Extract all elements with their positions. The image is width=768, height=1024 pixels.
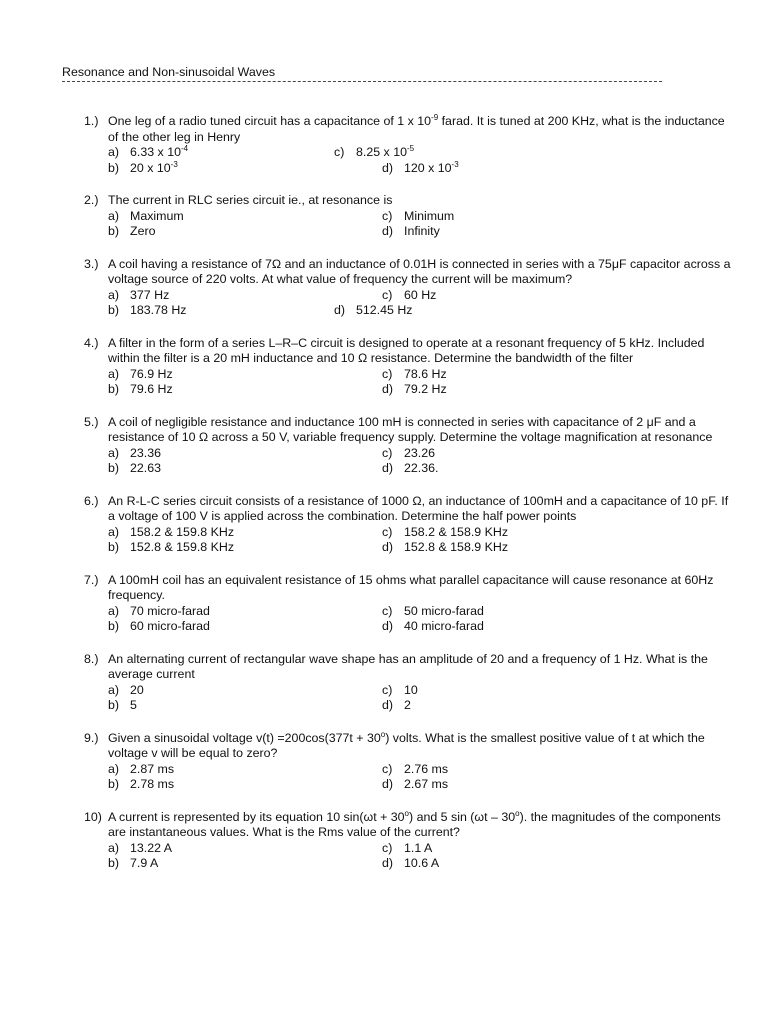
option-row xyxy=(108,698,734,714)
answer-option xyxy=(382,540,508,556)
option-label: d) xyxy=(382,856,394,870)
option-value: 2.76 ms xyxy=(404,761,449,776)
option-value: 2 xyxy=(404,698,411,712)
answer-option xyxy=(108,288,169,304)
answer-option xyxy=(108,382,173,398)
answer-option xyxy=(382,604,484,620)
option-label: b) xyxy=(108,540,120,554)
option-label: c) xyxy=(382,366,393,381)
option-row xyxy=(108,209,734,225)
option-label: d) xyxy=(382,619,394,633)
option-value: 70 micro-farad xyxy=(130,603,210,618)
option-value: 158.2 & 158.9 KHz xyxy=(404,524,509,539)
option-label: c) xyxy=(382,840,393,855)
question-row xyxy=(84,573,734,604)
question-row xyxy=(84,257,734,288)
answer-option xyxy=(334,303,412,319)
answer-option xyxy=(108,604,210,620)
answer-option xyxy=(382,367,447,383)
option-label: b) xyxy=(108,160,120,175)
option-value: Minimum xyxy=(404,208,455,223)
option-value: 2.78 ms xyxy=(130,777,175,791)
option-value: 10 xyxy=(404,682,418,697)
question-row xyxy=(84,193,734,209)
question-row xyxy=(84,114,734,145)
option-label: c) xyxy=(382,445,393,460)
question-row xyxy=(84,810,734,841)
option-label: a) xyxy=(108,287,120,302)
option-row xyxy=(108,841,734,857)
question-text: A coil having a resistance of 7Ω and an inductance of 0.01H is connected in series with a 75μF capacitor across a voltage source of 220 volts. At what value of frequency the current will be maximum? xyxy=(108,256,731,286)
option-value: 20 x $10^{-3}$ xyxy=(130,159,178,175)
question-text: A current is represented by its equation 10 $\sin(\omega t + 30^o)$ and 5 sin (ωt – 30$^o$). the magnitudes of the components are instantaneous values. What is the Rms value of the current? xyxy=(108,808,721,839)
option-row xyxy=(108,683,734,699)
option-row xyxy=(108,145,734,161)
question-list xyxy=(84,114,734,889)
answer-option xyxy=(108,619,210,635)
answer-option xyxy=(108,698,137,714)
answer-option xyxy=(108,303,186,319)
option-label: c) xyxy=(382,287,393,302)
question-number: 5.) xyxy=(84,414,99,429)
answer-option xyxy=(382,762,448,778)
answer-option xyxy=(382,288,436,304)
option-value: 120 x $10^{-3}$ xyxy=(404,159,459,175)
option-value: 23.26 xyxy=(404,445,436,460)
document-title: Resonance and Non-sinusoidal Waves xyxy=(62,65,276,79)
option-label: a) xyxy=(108,524,120,539)
answer-option xyxy=(382,841,432,857)
option-value: 79.2 Hz xyxy=(404,382,447,396)
option-label: a) xyxy=(108,445,120,460)
option-label: a) xyxy=(108,366,120,381)
option-label: c) xyxy=(382,603,393,618)
option-label: d) xyxy=(382,382,394,396)
option-row xyxy=(108,367,734,383)
question-number: 7.) xyxy=(84,572,99,587)
option-value: 50 micro-farad xyxy=(404,603,484,618)
option-label: b) xyxy=(108,856,120,870)
option-label: b) xyxy=(108,382,120,396)
answer-option xyxy=(108,367,173,383)
answer-option xyxy=(108,224,155,240)
question-item xyxy=(84,336,734,398)
option-label: c) xyxy=(382,682,393,697)
option-row xyxy=(108,540,734,556)
option-row xyxy=(108,382,734,398)
option-value: 60 Hz xyxy=(404,287,437,302)
option-row xyxy=(108,777,734,793)
option-label: d) xyxy=(382,777,394,791)
question-item xyxy=(84,494,734,556)
option-value: 2.87 ms xyxy=(130,761,175,776)
option-value: 60 micro-farad xyxy=(130,619,210,633)
question-text: An R-L-C series circuit consists of a resistance of 1000 Ω, an inductance of 100mH and a capacitance of 10 pF. If a voltage of 100 V is applied across the combination. Determine the half power points xyxy=(108,493,729,523)
question-number: 4.) xyxy=(84,335,99,350)
option-label: c) xyxy=(382,761,393,776)
question-text: A coil of negligible resistance and inductance 100 mH is connected in series with capacitance of 2 μF and a resistance of 10 Ω across a 50 V, variable frequency supply. Determine the voltage magnification at resonance xyxy=(108,414,713,444)
answer-option xyxy=(382,209,454,225)
question-text: A filter in the form of a series L–R–C circuit is designed to operate at a resonant frequency of 5 kHz. Included within the filter is a 20 mH inductance and 10 Ω resistance. Determine the bandwidth of the filter xyxy=(108,335,705,365)
question-number: 8.) xyxy=(84,651,99,666)
answer-option xyxy=(108,145,188,161)
option-label: a) xyxy=(108,603,120,618)
option-value: 183.78 Hz xyxy=(130,303,187,317)
option-label: c) xyxy=(382,524,393,539)
question-item xyxy=(84,652,734,714)
option-value: 22.36. xyxy=(404,461,439,475)
option-row xyxy=(108,303,734,319)
question-text: The current in RLC series circuit ie., at resonance is xyxy=(108,193,393,207)
option-label: d) xyxy=(382,160,394,175)
option-label: a) xyxy=(108,840,120,855)
option-label: d) xyxy=(382,698,394,712)
option-value: 1.1 A xyxy=(404,840,433,855)
answer-option xyxy=(334,145,414,161)
option-label: b) xyxy=(108,619,120,633)
answer-option xyxy=(382,224,440,240)
option-value: 76.9 Hz xyxy=(130,366,173,381)
option-value: 22.63 xyxy=(130,461,162,475)
answer-option xyxy=(382,683,418,699)
option-label: b) xyxy=(108,303,120,317)
option-row xyxy=(108,288,734,304)
option-value: 2.67 ms xyxy=(404,777,449,791)
option-value: 6.33 x $10^{-4}$ xyxy=(130,144,189,159)
option-value: 78.6 Hz xyxy=(404,366,447,381)
option-value: 20 xyxy=(130,682,144,697)
option-row xyxy=(108,224,734,240)
option-value: Zero xyxy=(130,224,156,238)
option-value: 152.8 & 158.9 KHz xyxy=(404,540,509,554)
option-row xyxy=(108,604,734,620)
option-value: 79.6 Hz xyxy=(130,382,173,396)
answer-option xyxy=(382,619,484,635)
option-label: a) xyxy=(108,208,120,223)
question-text: A 100mH coil has an equivalent resistance of 15 ohms what parallel capacitance will cause resonance at 60Hz frequency. xyxy=(108,572,714,602)
answer-option xyxy=(382,698,411,714)
option-value: 23.36 xyxy=(130,445,162,460)
answer-option xyxy=(382,161,459,177)
question-text: An alternating current of rectangular wave shape has an amplitude of 20 and a frequency of 1 Hz. What is the average current xyxy=(108,651,708,681)
option-label: d) xyxy=(382,224,394,238)
answer-option xyxy=(108,841,172,857)
question-number: 9.) xyxy=(84,730,99,745)
question-number: 2.) xyxy=(84,193,99,207)
answer-option xyxy=(108,762,174,778)
question-row xyxy=(84,731,734,762)
question-number: 3.) xyxy=(84,256,99,271)
question-row xyxy=(84,494,734,525)
option-value: Maximum xyxy=(130,208,184,223)
question-item xyxy=(84,731,734,793)
option-label: c) xyxy=(334,145,345,159)
option-value: 8.25 x $10^{-5}$ xyxy=(356,144,415,159)
option-label: b) xyxy=(108,224,120,238)
question-item xyxy=(84,114,734,176)
answer-option xyxy=(108,540,234,556)
answer-option xyxy=(382,856,439,872)
answer-option xyxy=(108,683,144,699)
question-number: 1.) xyxy=(84,114,99,128)
option-row xyxy=(108,856,734,872)
option-label: d) xyxy=(382,540,394,554)
option-label: d) xyxy=(382,461,394,475)
answer-option xyxy=(382,777,448,793)
option-value: 40 micro-farad xyxy=(404,619,484,633)
answer-option xyxy=(108,209,184,225)
option-label: b) xyxy=(108,698,120,712)
question-text: Given a sinusoidal voltage $v(t) =200\cos(377t + 30^o)$ volts. What is the smallest positive value of t at which the voltage v will be equal to zero? xyxy=(108,729,705,760)
question-row xyxy=(84,336,734,367)
option-value: 5 xyxy=(130,698,137,712)
option-label: a) xyxy=(108,682,120,697)
option-row xyxy=(108,446,734,462)
answer-option xyxy=(108,461,161,477)
question-row xyxy=(84,652,734,683)
option-row xyxy=(108,525,734,541)
option-value: Infinity xyxy=(404,224,440,238)
option-value: 13.22 A xyxy=(130,840,173,855)
answer-option xyxy=(108,777,174,793)
option-label: a) xyxy=(108,145,120,159)
option-label: c) xyxy=(382,208,393,223)
question-item xyxy=(84,415,734,477)
option-value: 512.45 Hz xyxy=(356,303,413,317)
question-number: 10) xyxy=(84,809,102,824)
answer-option xyxy=(382,525,508,541)
option-value: 10.6 A xyxy=(404,856,440,870)
answer-option xyxy=(108,856,158,872)
question-text: One leg of a radio tuned circuit has a capacitance of 1 x $10^{-9}$ farad. It is tuned at 200 KHz, what is the inductance of the other leg in Henry xyxy=(108,113,725,144)
question-item xyxy=(84,193,734,240)
option-value: 7.9 A xyxy=(130,856,159,870)
title-divider xyxy=(62,81,662,82)
answer-option xyxy=(108,161,178,177)
option-row xyxy=(108,161,734,177)
option-row xyxy=(108,762,734,778)
question-item xyxy=(84,573,734,635)
answer-option xyxy=(108,525,234,541)
answer-option xyxy=(108,446,161,462)
option-row xyxy=(108,461,734,477)
option-value: 152.8 & 159.8 KHz xyxy=(130,540,235,554)
option-label: b) xyxy=(108,777,120,791)
question-item xyxy=(84,810,734,872)
question-number: 6.) xyxy=(84,493,99,508)
option-label: a) xyxy=(108,761,120,776)
option-row xyxy=(108,619,734,635)
answer-option xyxy=(382,382,447,398)
option-value: 158.2 & 159.8 KHz xyxy=(130,524,235,539)
option-value: 377 Hz xyxy=(130,287,170,302)
question-row xyxy=(84,415,734,446)
option-label: b) xyxy=(108,461,120,475)
answer-option xyxy=(382,461,438,477)
answer-option xyxy=(382,446,435,462)
question-item xyxy=(84,257,734,319)
option-label: d) xyxy=(334,303,346,317)
